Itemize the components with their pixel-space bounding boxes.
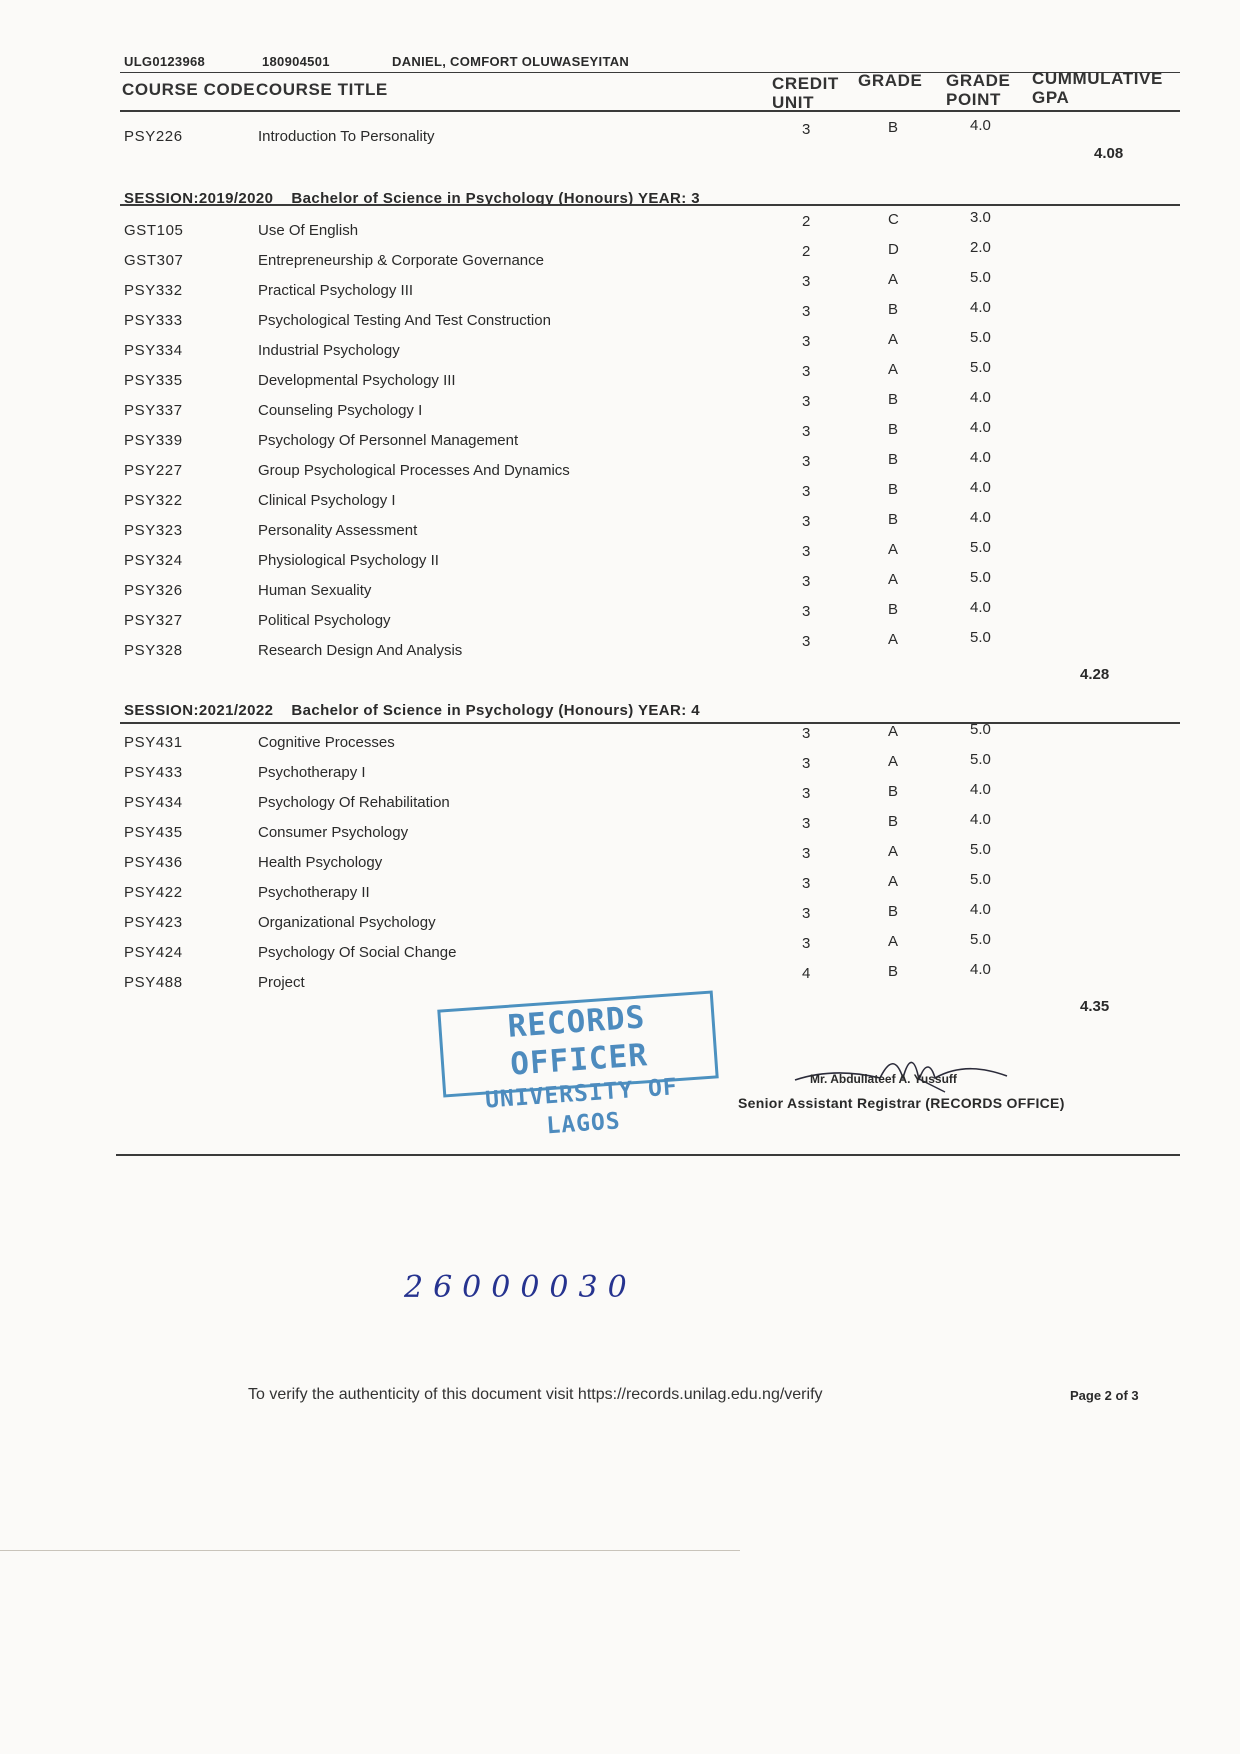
grade: B [888, 119, 899, 136]
credit-unit: 3 [802, 423, 811, 440]
col-cumulative-gpa-line2: GPA [1032, 88, 1070, 107]
credit-unit: 3 [802, 935, 811, 952]
grade: B [888, 451, 899, 468]
credit-unit: 3 [802, 573, 811, 590]
grade-point: 5.0 [970, 751, 991, 768]
grade-point: 5.0 [970, 721, 991, 738]
course-title: Personality Assessment [258, 522, 418, 539]
grade: B [888, 511, 899, 528]
course-code: PSY337 [124, 402, 183, 419]
credit-unit: 3 [802, 333, 811, 350]
course-code: PSY435 [124, 824, 183, 841]
table-row [0, 569, 1240, 612]
course-code: PSY422 [124, 884, 183, 901]
course-code: PSY424 [124, 944, 183, 961]
credit-unit: 3 [802, 845, 811, 862]
session-label: SESSION:2019/2020 [124, 190, 274, 207]
grade-point: 5.0 [970, 629, 991, 646]
col-credit-unit-line2: UNIT [772, 93, 815, 112]
course-code: PSY226 [124, 128, 183, 145]
grade-point: 5.0 [970, 841, 991, 858]
col-course-code: COURSE CODE [122, 80, 256, 99]
course-code: PSY326 [124, 582, 183, 599]
table-row [0, 629, 1240, 672]
credit-unit: 3 [802, 483, 811, 500]
session-heading [124, 702, 700, 719]
cumulative-gpa: 4.08 [1094, 145, 1124, 162]
grade: B [888, 813, 899, 830]
course-code: GST105 [124, 222, 184, 239]
registration-code: ULG0123968 [124, 54, 206, 69]
credit-unit: 3 [802, 725, 811, 742]
course-code: PSY431 [124, 734, 183, 751]
course-title: Psychotherapy I [258, 764, 366, 781]
course-code: PSY328 [124, 642, 183, 659]
grade-point: 4.0 [970, 419, 991, 436]
table-row [0, 781, 1240, 824]
grade: B [888, 601, 899, 618]
signer-position: Senior Assistant Registrar (RECORDS OFFICE) [738, 1095, 1065, 1111]
serial-number: 26000030 [404, 1270, 637, 1305]
table-row [0, 479, 1240, 522]
table-row [0, 359, 1240, 402]
course-title: Human Sexuality [258, 582, 372, 599]
grade-point: 5.0 [970, 539, 991, 556]
course-title: Use Of English [258, 222, 359, 239]
course-title: Clinical Psychology I [258, 492, 396, 509]
credit-unit: 3 [802, 543, 811, 560]
course-code: PSY333 [124, 312, 183, 329]
credit-unit: 3 [802, 513, 811, 530]
cumulative-gpa: 4.28 [1080, 666, 1110, 683]
col-grade-point-line2: POINT [946, 90, 1001, 109]
table-row [0, 841, 1240, 884]
course-code: PSY324 [124, 552, 183, 569]
col-cumulative-gpa-line1: CUMMULATIVE [1032, 69, 1163, 88]
grade: D [888, 241, 899, 258]
credit-unit: 3 [802, 273, 811, 290]
col-course-title: COURSE TITLE [256, 80, 388, 99]
table-row [0, 299, 1240, 342]
course-code: PSY323 [124, 522, 183, 539]
grade-point: 4.0 [970, 599, 991, 616]
course-title: Counseling Psychology I [258, 402, 423, 419]
table-row [0, 239, 1240, 282]
page-number: Page 2 of 3 [1070, 1388, 1139, 1403]
credit-unit: 3 [802, 755, 811, 772]
grade-point: 5.0 [970, 329, 991, 346]
course-title: Political Psychology [258, 612, 391, 629]
grade: A [888, 271, 899, 288]
col-grade: GRADE [858, 71, 923, 90]
grade: A [888, 571, 899, 588]
programme-label: Bachelor of Science in Psychology (Honours) YEAR: 4 [291, 702, 700, 719]
grade: A [888, 873, 899, 890]
grade-point: 3.0 [970, 209, 991, 226]
col-credit-unit-line1: CREDIT [772, 74, 839, 93]
credit-unit: 3 [802, 633, 811, 650]
stamp-line-2: UNIVERSITY OF LAGOS [484, 1074, 679, 1140]
credit-unit: 3 [802, 603, 811, 620]
course-code: PSY334 [124, 342, 183, 359]
matric-number: 180904501 [262, 54, 330, 69]
grade: B [888, 783, 899, 800]
credit-unit: 3 [802, 785, 811, 802]
table-row [0, 599, 1240, 642]
course-title: Industrial Psychology [258, 342, 400, 359]
grade-point: 4.0 [970, 449, 991, 466]
credit-unit: 3 [802, 875, 811, 892]
grade: C [888, 211, 899, 228]
credit-unit: 3 [802, 815, 811, 832]
credit-unit: 3 [802, 393, 811, 410]
credit-unit: 3 [802, 363, 811, 380]
course-code: PSY433 [124, 764, 183, 781]
scan-edge-line [0, 1550, 740, 1551]
course-title: Research Design And Analysis [258, 642, 463, 659]
grade: A [888, 753, 899, 770]
grade-point: 5.0 [970, 359, 991, 376]
grade-point: 4.0 [970, 389, 991, 406]
course-title: Psychology Of Social Change [258, 944, 457, 961]
course-code: PSY434 [124, 794, 183, 811]
grade: B [888, 481, 899, 498]
credit-unit: 3 [802, 453, 811, 470]
session-rule [120, 204, 1180, 206]
grade: B [888, 963, 899, 980]
table-row [0, 871, 1240, 914]
programme-label: Bachelor of Science in Psychology (Honours) YEAR: 3 [291, 190, 700, 207]
col-grade-point-line1: GRADE [946, 71, 1011, 90]
table-row [0, 509, 1240, 552]
records-officer-stamp [437, 990, 718, 1140]
grade: A [888, 331, 899, 348]
credit-unit: 3 [802, 303, 811, 320]
course-title: Group Psychological Processes And Dynamics [258, 462, 570, 479]
grade-point: 4.0 [970, 299, 991, 316]
course-title: Consumer Psychology [258, 824, 409, 841]
column-header-rule [120, 110, 1180, 112]
grade: A [888, 541, 899, 558]
credit-unit: 3 [802, 905, 811, 922]
table-row [0, 811, 1240, 854]
course-title: Psychological Testing And Test Construction [258, 312, 551, 329]
grade-point: 4.0 [970, 811, 991, 828]
course-code: PSY332 [124, 282, 183, 299]
table-row [0, 419, 1240, 462]
grade: A [888, 933, 899, 950]
table-row [0, 721, 1240, 764]
session-label: SESSION:2021/2022 [124, 702, 274, 719]
student-name: DANIEL, COMFORT OLUWASEYITAN [392, 54, 630, 69]
signer-name: Mr. Abdullateef A. Yussuff [810, 1072, 957, 1086]
grade: B [888, 903, 899, 920]
grade-point: 4.0 [970, 117, 991, 134]
credit-unit: 3 [802, 121, 811, 138]
course-title: Entrepreneurship & Corporate Governance [258, 252, 544, 269]
grade-point: 2.0 [970, 239, 991, 256]
grade-point: 4.0 [970, 479, 991, 496]
grade-point: 5.0 [970, 269, 991, 286]
grade-point: 5.0 [970, 871, 991, 888]
course-code: PSY327 [124, 612, 183, 629]
table-row [0, 931, 1240, 974]
course-title: Project [258, 974, 305, 991]
credit-unit: 2 [802, 243, 811, 260]
grade: A [888, 723, 899, 740]
grade-point: 5.0 [970, 931, 991, 948]
table-row [0, 901, 1240, 944]
grade-point: 4.0 [970, 781, 991, 798]
table-row [0, 117, 1240, 158]
course-title: Physiological Psychology II [258, 552, 439, 569]
course-code: GST307 [124, 252, 184, 269]
table-row [0, 209, 1240, 252]
course-title: Organizational Psychology [258, 914, 436, 931]
footer-rule [116, 1154, 1180, 1156]
grade: B [888, 421, 899, 438]
session-rule [120, 722, 1180, 724]
course-code: PSY227 [124, 462, 183, 479]
table-row [0, 449, 1240, 492]
grade: A [888, 631, 899, 648]
grade: A [888, 843, 899, 860]
grade: A [888, 361, 899, 378]
credit-unit: 2 [802, 213, 811, 230]
grade-point: 4.0 [970, 901, 991, 918]
course-title: Psychology Of Rehabilitation [258, 794, 450, 811]
grade-point: 4.0 [970, 509, 991, 526]
table-row [0, 539, 1240, 582]
course-title: Cognitive Processes [258, 734, 395, 751]
course-code: PSY322 [124, 492, 183, 509]
grade-point: 4.0 [970, 961, 991, 978]
course-title: Introduction To Personality [258, 128, 435, 145]
course-code: PSY335 [124, 372, 183, 389]
cumulative-gpa: 4.35 [1080, 998, 1110, 1015]
course-title: Health Psychology [258, 854, 383, 871]
course-code: PSY423 [124, 914, 183, 931]
course-title: Psychology Of Personnel Management [258, 432, 519, 449]
course-title: Developmental Psychology III [258, 372, 456, 389]
verify-text: To verify the authenticity of this document visit https://records.unilag.edu.ng/verify [248, 1386, 823, 1403]
table-row [0, 751, 1240, 794]
course-title: Practical Psychology III [258, 282, 414, 299]
grade-point: 5.0 [970, 569, 991, 586]
course-code: PSY339 [124, 432, 183, 449]
course-title: Psychotherapy II [258, 884, 370, 901]
stamp-line-1: RECORDS OFFICER [506, 999, 650, 1083]
table-row [0, 389, 1240, 432]
table-row [0, 329, 1240, 372]
table-row [0, 269, 1240, 312]
course-code: PSY488 [124, 974, 183, 991]
course-code: PSY436 [124, 854, 183, 871]
header-rule [120, 72, 1180, 73]
grade: B [888, 391, 899, 408]
credit-unit: 4 [802, 965, 811, 982]
grade: B [888, 301, 899, 318]
